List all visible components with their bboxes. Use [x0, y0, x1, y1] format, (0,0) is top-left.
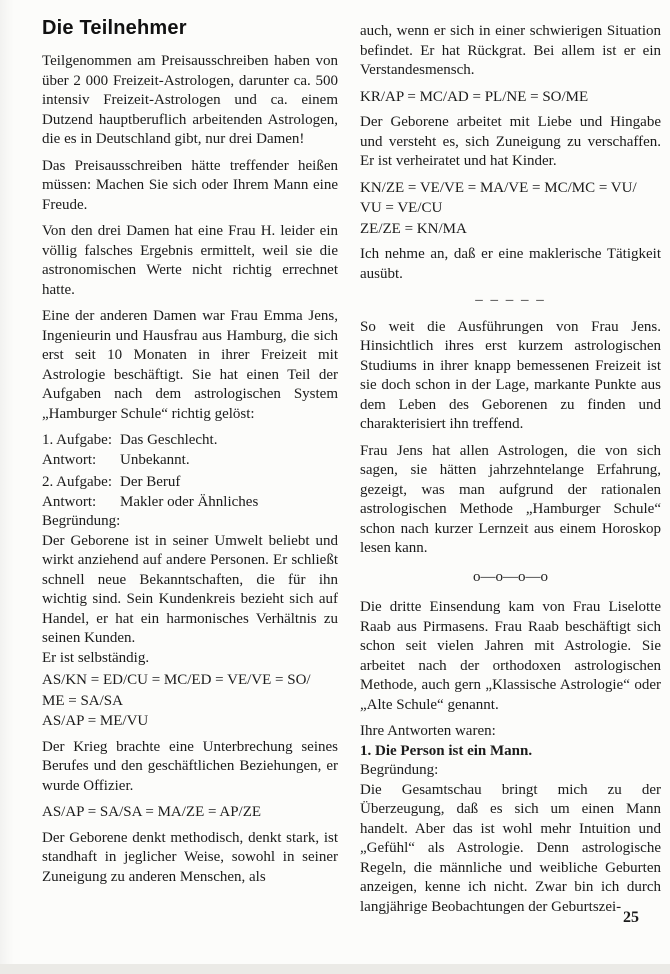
line-person-mann: 1. Die Person ist ein Mann. — [360, 742, 533, 759]
paragraph-frau-h: Von den drei Damen hat eine Frau H. leider ein völlig falsches Ergebnis ermittelt, weil sie die astronomischen Werte nicht richtig errechnet hatte. — [42, 223, 338, 298]
qa-label: 2. Aufgabe: — [42, 474, 112, 490]
formula-line: AS/AP = SA/SA = MA/ZE = AP/ZE — [42, 804, 262, 820]
begruendung-label: Begründung: — [42, 513, 121, 529]
qa-row — [42, 431, 338, 451]
qa-value: Das Geschlecht. — [120, 432, 218, 448]
paragraph-frau-jens-gezeigt: Frau Jens hat allen Astrologen, die von sich sagen, sie hätten jahrzehntelange Erfahrung, gezeigt, was man aufgrund der rationalen astrologischen Methode „Hamburger Schule“ schon nach kurzer Lernzeit aus einem Horoskop lesen kann. — [360, 442, 661, 556]
formula-line: ZE/ZE = KN/MA — [360, 220, 467, 237]
paragraph-so-weit: So weit die Ausführungen von Frau Jens. Hinsichtlich ihres erst kurzem astrologischen Studiums in ihrer knapp bemessenen Freizeit ist sie doch schon in der Lage, markante Punkte aus dem Leben des Geborenen zu finden und charakterisiert ihn treffend. — [360, 318, 661, 432]
line-antworten: Ihre Antworten waren: — [360, 723, 496, 739]
right-column — [360, 22, 661, 924]
qa-value: Der Beruf — [120, 474, 181, 490]
qa-row — [42, 451, 338, 471]
begruendung-label: Begründung: — [360, 762, 439, 778]
paragraph-denkt: Der Geborene denkt methodisch, denkt stark, ist standhaft in jeglicher Weise, sowohl in seiner Zuneigung zu anderen Menschen, als — [42, 829, 338, 885]
qa-label: 1. Aufgabe: — [42, 432, 112, 448]
qa-label: Antwort: — [42, 451, 97, 468]
qa-value: Unbekannt. — [120, 451, 190, 468]
paragraph-krieg: Der Krieg brachte eine Unterbrechung seines Berufes und den geschäftlichen Beziehungen, er wurde Offizier. — [42, 738, 338, 794]
formula-line: KN/ZE = VE/VE = MA/VE = MC/MC = VU/ — [360, 179, 637, 196]
formula-line: AS/AP = ME/VU — [42, 713, 149, 729]
paragraph-situation: auch, wenn er sich in einer schwierigen Situation befindet. Er hat Rückgrat. Bei allem ist er ein Verstandesmensch. — [360, 23, 661, 78]
circle-dash-divider: o—o—o—o — [473, 568, 548, 585]
scan-bottom-edge — [0, 964, 670, 974]
formula-group — [360, 179, 661, 240]
formula-group — [42, 671, 338, 732]
scan-left-shadow — [0, 0, 14, 974]
qa-value: Makler oder Ähnliches — [120, 493, 259, 510]
paragraph-preisausschreiben: Das Preisausschreiben hätte treffender heißen müssen: Machen Sie sich oder Ihrem Mann eine Freude. — [42, 157, 338, 213]
dashed-divider: – – – – – — [475, 292, 546, 308]
paragraph-liebe: Der Geborene arbeitet mit Liebe und Hingabe und versteht es, sich Zuneigung zu verschaffen. Er ist verheiratet und hat Kinder. — [360, 114, 661, 169]
formula-line: ME = SA/SA — [42, 692, 123, 709]
left-column — [42, 16, 338, 894]
formula-group — [360, 88, 661, 108]
paragraph-teilgenommen: Teilgenommen am Preisausschreiben haben von über 2 000 Freizeit-Astrologen, darunter ca. 500 intensiv Freizeit-Astrologen und ca. einem Dutzend hauptberuflich arbeitenden Astrologen, die es in Deutschland gibt, nur drei Damen! — [42, 53, 338, 147]
paragraph-makler: Ich nehme an, daß er eine maklerische Tätigkeit ausübt. — [360, 246, 661, 282]
paragraph-frau-jens: Eine der anderen Damen war Frau Emma Jens, Ingenieurin und Hausfrau aus Hamburg, die sich erst seit 10 Monaten in ihrer Freizeit mit Astrologie beschäftigt. Sie hat einen Teil der Aufgaben nach dem astrologischen System „Hamburger Schule“ richtig gelöst: — [42, 308, 338, 422]
paragraph-dritte-einsendung: Die dritte Einsendung kam von Frau Liselotte Raab aus Pirmasens. Frau Raab beschäftigt sich schon seit vielen Jahren mit Astrologie. Sie arbeitet nach der orthodoxen astrologischen Methode, auch gern „Klassische Astrologie“ oder „Alte Schule“ genannt. — [360, 599, 661, 713]
formula-line: AS/KN = ED/CU = MC/ED = VE/VE = SO/ — [42, 672, 311, 688]
formula-group — [42, 803, 338, 823]
paragraph-begruendung: Der Geborene ist in seiner Umwelt beliebt und wirkt anziehend auf andere Personen. Er schließt schnell neue Bekanntschaften, die für ihn wichtig sind. Sein Kundenkreis bezieht sich auf Handel, er hat ein harmonisches Verhältnis zu seinen Kunden. — [42, 532, 338, 646]
qa-row — [42, 473, 338, 493]
paragraph-gesamtschau: Die Gesamtschau bringt mich zu der Überzeugung, daß es sich um einen Mann handelt. Aber das ist wohl mehr Intuition und „Gefühl“ als Astrologie. Denn astrologische Regeln, die männliche und weibliche Geburten anzeigen, kenne ich nicht. Zwar bin ich durch langjährige Beobachtungen der Geburtszei- — [360, 781, 661, 915]
formula-line: KR/AP = MC/AD = PL/NE = SO/ME — [360, 88, 589, 105]
section-heading: Die Teilnehmer — [42, 17, 187, 39]
qa-row — [42, 493, 338, 513]
line-selbstaendig: Er ist selbständig. — [42, 649, 150, 666]
qa-label: Antwort: — [42, 493, 97, 510]
formula-line: VU = VE/CU — [360, 200, 443, 216]
page-number: 25 — [623, 909, 639, 926]
